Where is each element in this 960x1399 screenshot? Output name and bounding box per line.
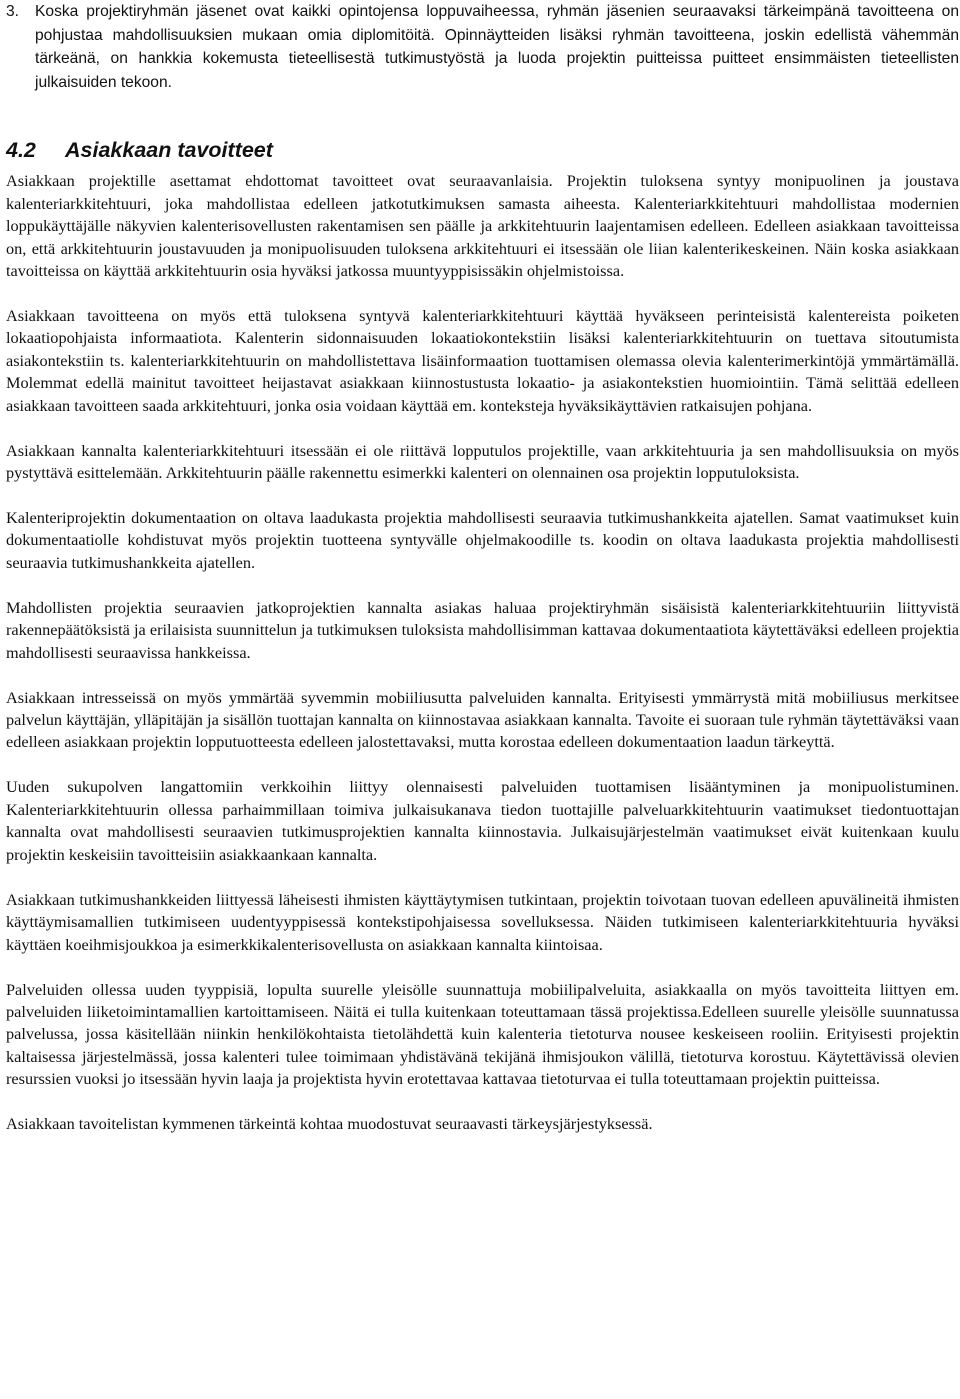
section-heading <box>6 137 960 163</box>
paragraph: Asiakkaan projektille asettamat ehdottomat tavoitteet ovat seuraavanlaisia. Projektin tuloksena syntyy monipuolinen ja joustava kalenteriarkkitehtuuri, joka mahdollistaa edelleen jatkotutkimuksen samasta aiheesta. Kalenteriarkkitehtuuri mahdollistaa modernien loppukäyttäjälle näkyvien kalenterisovellusten rakentamisen sen päälle ja arkkitehtuurin laajentamisen edelleen. Edelleen asiakkaan tavoitteissa on, että arkkitehtuurin joustavuuden ja monipuolisuuden tuloksena arkkitehtuuri ei itsessään ole liian kalenterikeskeinen. Näin koska asiakkaan tavoitteissa on käyttää arkkitehtuurin osia hyväksi jatkossa muuntyyppisissäkin ohjelmistoissa. <box>6 171 959 280</box>
paragraph: Asiakkaan intresseissä on myös ymmärtää syvemmin mobiiliusutta palveluiden kannalta. Erityisesti ymmärrystä mitä mobiiliusus merkitsee palvelun käyttäjän, ylläpitäjän ja sisällön tuottajan kannalta on kiinnostavaa asiakkaan kannalta. Tavoite ei suoraan tule ryhmän täytettäväksi vaan edelleen asiakkaan projektin lopputuotteesta edelleen jalostettavaksi, mutta korostaa edelleen dokumentaation laadun tärkeyttä. <box>6 687 959 752</box>
paragraph: Palveluiden ollessa uuden tyyppisiä, lopulta suurelle yleisölle suunnattuja mobiilipalveluita, asiakkaalla on myös tavoitteita liittyen em. palveluiden liiketoimintamallien kartoittamiseen. Näitä ei tulla kuitenkaan toteuttamaan tässä projektissa.Edelleen suurelle yleisölle suunnatussa palvelussa, jossa käsitellään niinkin henkilökohtaista tietolähdettä kuin kalenteria tietoturva nousee keskeiseen rooliin. Erityisesti projektin kaltaisessa järjestelmässä, jossa kalenteri tulee toimimaan yhdistävänä tekijänä ihmisjoukon välillä, tietoturva korostuu. Käytettävissä olevien resurssien vuoksi jo itsessään hyvin laaja ja projektista hyvin erotettavaa kattavaa tietoturvaa ei tulla toteuttamaan projektin puitteissa. <box>6 979 959 1089</box>
section-number: 4.2 <box>6 138 36 163</box>
paragraph: Asiakkaan kannalta kalenteriarkkitehtuuri itsessään ei ole riittävä lopputulos projektille, vaan arkkitehtuuria ja sen mahdollisuuksia on myös pystyttävä esittelemään. Arkkitehtuurin päälle rakennettu esimerkki kalenteri on olennainen osa projektin lopputuloksista. <box>6 440 959 483</box>
list-item-number: 3. <box>6 3 20 20</box>
paragraph: Asiakkaan tavoitelistan kymmenen tärkeintä kohtaa muodostuvat seuraavasti tärkeysjärjestyksessä. <box>6 1114 653 1134</box>
paragraph: Kalenteriprojektin dokumentaation on oltava laadukasta projektia mahdollisesti seuraavia tutkimushankkeita ajatellen. Samat vaatimukset kuin dokumentaatiolle kohdistuvat myös projektin tuotteena syntyvälle ohjelmakoodille ts. koodin on oltava laadukasta projektia mahdollisesti seuraavia tutkimushankkeita ajatellen. <box>6 508 959 572</box>
list-item-text: Koska projektiryhmän jäsenet ovat kaikki opintojensa loppuvaiheessa, ryhmän jäsenien seuraavaksi tärkeimpänä tavoitteena on pohjustaa mahdollisuuksien mukaan omia diplomitöitä. Opinnäytteiden lisäksi ryhmän tavoitteena, joskin edellistä vähemmän tärkeänä, on hankkia kokemusta tieteellisestä tutkimustyöstä ja luoda projektin puitteissa puitteet ensimmäisten tieteellisten julkaisuiden tekoon. <box>35 3 959 91</box>
paragraph: Asiakkaan tavoitteena on myös että tuloksena syntyvä kalenteriarkkitehtuuri käyttää hyväkseen perinteisistä kalentereista poiketen lokaatiopohjaista informaatiota. Kalenterin sidonnaisuuden lokaatiokontekstiin lisäksi kalenteriarkkitehtuurin on tuettava sitoutumista asiakontekstiin ts. kalenteriarkkitehtuurin on mahdollistettava lisäinformaation tuottamisen olemassa olevia kalenterimerkintöjä ymmärtämällä. Molemmat edellä mainitut tavoitteet heijastavat asiakkaan kiinnostustusta lokaatio- ja asiakontekstien huomiointiin. Tämä selittää edelleen asiakkaan tavoitteen saada arkkitehtuuri, jonka osia voidaan käyttää em. konteksteja hyväksikäyttävien ratkaisujen pohjana. <box>6 306 959 415</box>
numbered-list-item <box>6 0 960 94</box>
section-title: Asiakkaan tavoitteet <box>65 138 273 163</box>
document-page <box>6 0 960 1158</box>
paragraph: Asiakkaan tutkimushankkeiden liittyessä läheisesti ihmisten käyttäytymisen tutkintaan, projektin toivotaan tuovan edelleen apuvälineitä ihmisten käyttäymisamallien tutkimiseen uudentyyppisessä kontekstipohjaisessa sovelluksessa. Näiden tutkimiseen kalenteriarkkitehtuuria hyväksi käyttäen koeihmisjoukkoa ja esimerkkikalenterisovellusta on asiakkaan kannalta kiintoisaa. <box>6 889 959 954</box>
paragraph: Mahdollisten projektia seuraavien jatkoprojektien kannalta asiakas haluaa projektiryhmän sisäisistä kalenteriarkkitehtuuriin liittyvistä rakennepäätöksistä ja erilaisista suunnittelun ja tutkimuksen tuloksista mahdollisimman kattavaa dokumentaatiota käytettäväksi edelleen projektia mahdollisesti seuraavissa hankkeissa. <box>6 597 959 662</box>
paragraph: Uuden sukupolven langattomiin verkkoihin liittyy olennaisesti palveluiden tuottamisen lisääntyminen ja monipuolistuminen. Kalenteriarkkitehtuurin ollessa parhaimmillaan toimiva julkaisukanava tiedon tuottajille palveluarkkitehtuurin vaatimukset tiedontuottajan kannalta ovat mahdollisesti seuraavien tutkimusprojektien kannalta kiinnostavia. Julkaisujärjestelmän vaatimukset eivät kuitenkaan kuulu projektin keskeisiin tavoitteisiin asiakkaankaan kannalta. <box>6 777 959 864</box>
